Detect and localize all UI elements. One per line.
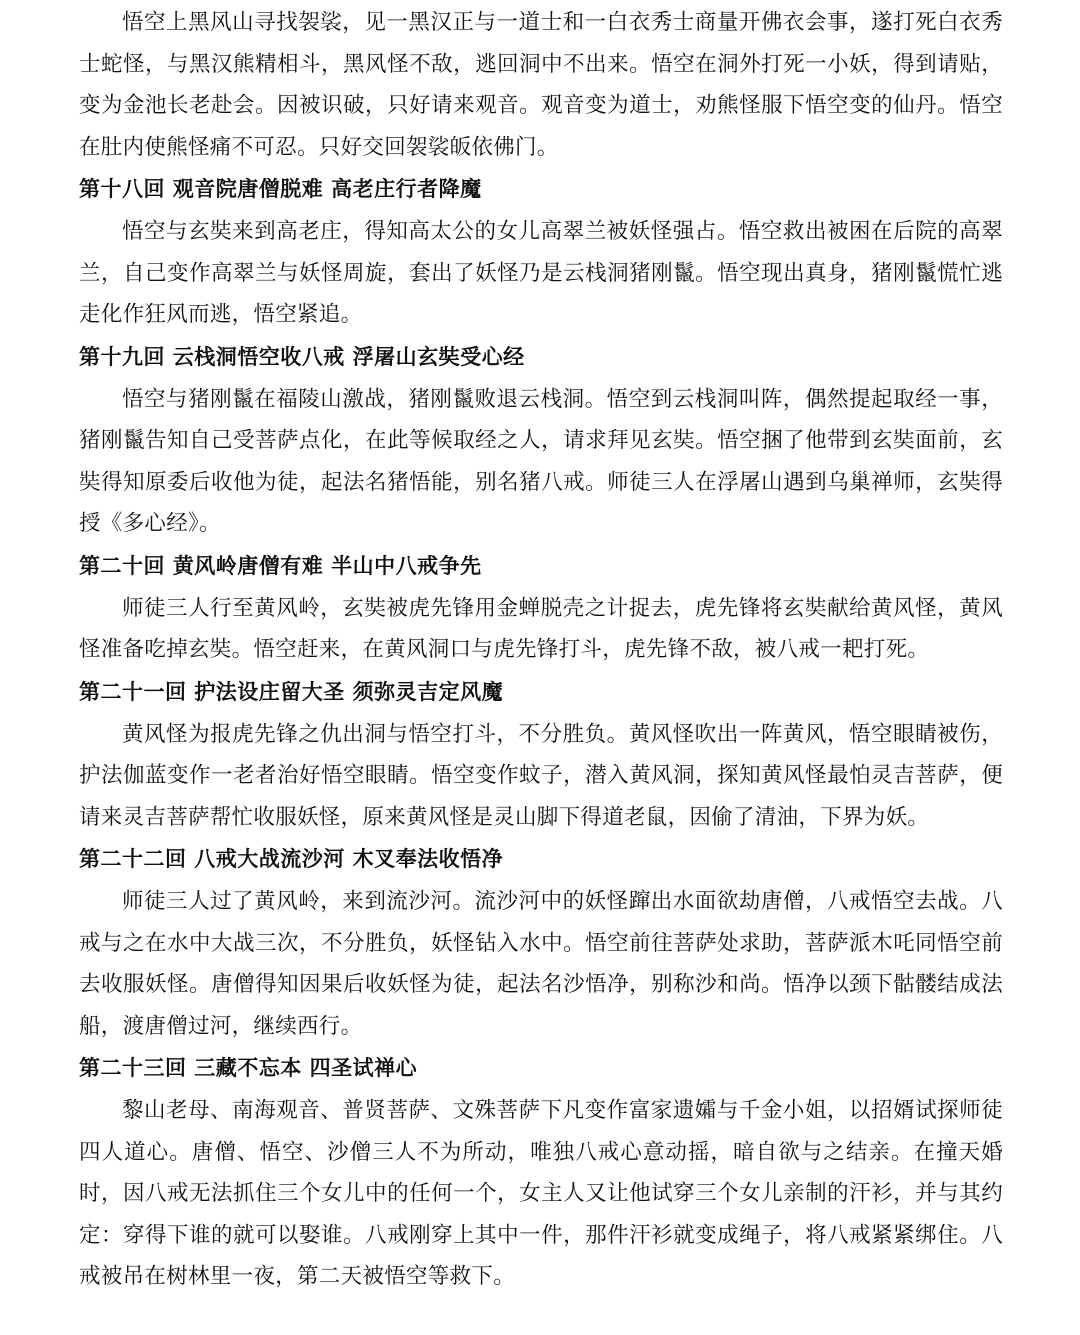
chapter-23-title: 第二十三回 三藏不忘本 四圣试禅心 [79,1056,418,1080]
chapter-18-title: 第十八回 观音院唐僧脱难 高老庄行者降魔 [79,177,482,201]
chapter-19-summary: 悟空与猪刚鬣在福陵山激战，猪刚鬣败退云栈洞。悟空到云栈洞叫阵，偶然提起取经一事，猪刚鬣告知自己受菩萨点化，在此等候取经之人，请求拜见玄奘。悟空捆了他带到玄奘面前，玄奘得知原委后收他为徒，起法名猪悟能，别名猪八戒。师徒三人在浮屠山遇到乌巢禅师，玄奘得授《多心经》。 [79,386,1003,536]
intro-paragraph: 悟空上黑风山寻找袈裟，见一黑汉正与一道士和一白衣秀士商量开佛衣会事，遂打死白衣秀士蛇怪，与黑汉熊精相斗，黑风怪不敌，逃回洞中不出来。悟空在洞外打死一小妖，得到请贴，变为金池长老赴会。因被识破，只好请来观音。观音变为道士，劝熊怪服下悟空变的仙丹。悟空在肚内使熊怪痛不可忍。只好交回袈裟皈依佛门。 [79,10,1003,160]
chapter-22-title: 第二十二回 八戒大战流沙河 木叉奉法收悟净 [79,847,504,871]
chapter-21-summary: 黄风怪为报虎先锋之仇出洞与悟空打斗，不分胜负。黄风怪吹出一阵黄风，悟空眼睛被伤，护法伽蓝变作一老者治好悟空眼睛。悟空变作蚊子，潜入黄风洞，探知黄风怪最怕灵吉菩萨，便请来灵吉菩萨帮忙收服妖怪，原来黄风怪是灵山脚下得道老鼠，因偷了清油，下界为妖。 [79,721,1003,830]
chapter-19-title: 第十九回 云栈洞悟空收八戒 浮屠山玄奘受心经 [79,344,525,369]
document-page [79,0,1003,1298]
chapter-18-summary: 悟空与玄奘来到高老庄，得知高太公的女儿高翠兰被妖怪强占。悟空救出被困在后院的高翠兰，自己变作高翠兰与妖怪周旋，套出了妖怪乃是云栈洞猪刚鬣。悟空现出真身，猪刚鬣慌忙逃走化作狂风而逃，悟空紧追。 [79,219,1003,327]
chapter-23-summary: 黎山老母、南海观音、普贤菩萨、文殊菩萨下凡变作富家遗孀与千金小姐，以招婿试探师徒四人道心。唐僧、悟空、沙僧三人不为所动，唯独八戒心意动摇，暗自欲与之结亲。在撞天婚时，因八戒无法抓住三个女儿中的任何一个，女主人又让他试穿三个女儿亲制的汗衫，并与其约定：穿得下谁的就可以娶谁。八戒刚穿上其中一件，那件汗衫就变成绳子，将八戒紧紧绑住。八戒被吊在树林里一夜，第二天被悟空等救下。 [79,1098,1003,1289]
chapter-22-summary: 师徒三人过了黄风岭，来到流沙河。流沙河中的妖怪蹿出水面欲劫唐僧，八戒悟空去战。八戒与之在水中大战三次，不分胜负，妖怪钻入水中。悟空前往菩萨处求助，菩萨派木吒同悟空前去收服妖怪。唐僧得知因果后收妖怪为徒，起法名沙悟净，别称沙和尚。悟净以颈下骷髅结成法船，渡唐僧过河，继续西行。 [79,889,1003,1039]
chapter-20-title: 第二十回 黄风岭唐僧有难 半山中八戒争先 [79,553,482,578]
chapter-21-title: 第二十一回 护法设庄留大圣 须弥灵吉定风魔 [79,679,504,704]
chapter-20-summary: 师徒三人行至黄风岭，玄奘被虎先锋用金蝉脱壳之计捉去，虎先锋将玄奘献给黄风怪，黄风怪准备吃掉玄奘。悟空赶来，在黄风洞口与虎先锋打斗，虎先锋不敌，被八戒一耙打死。 [79,595,1003,662]
